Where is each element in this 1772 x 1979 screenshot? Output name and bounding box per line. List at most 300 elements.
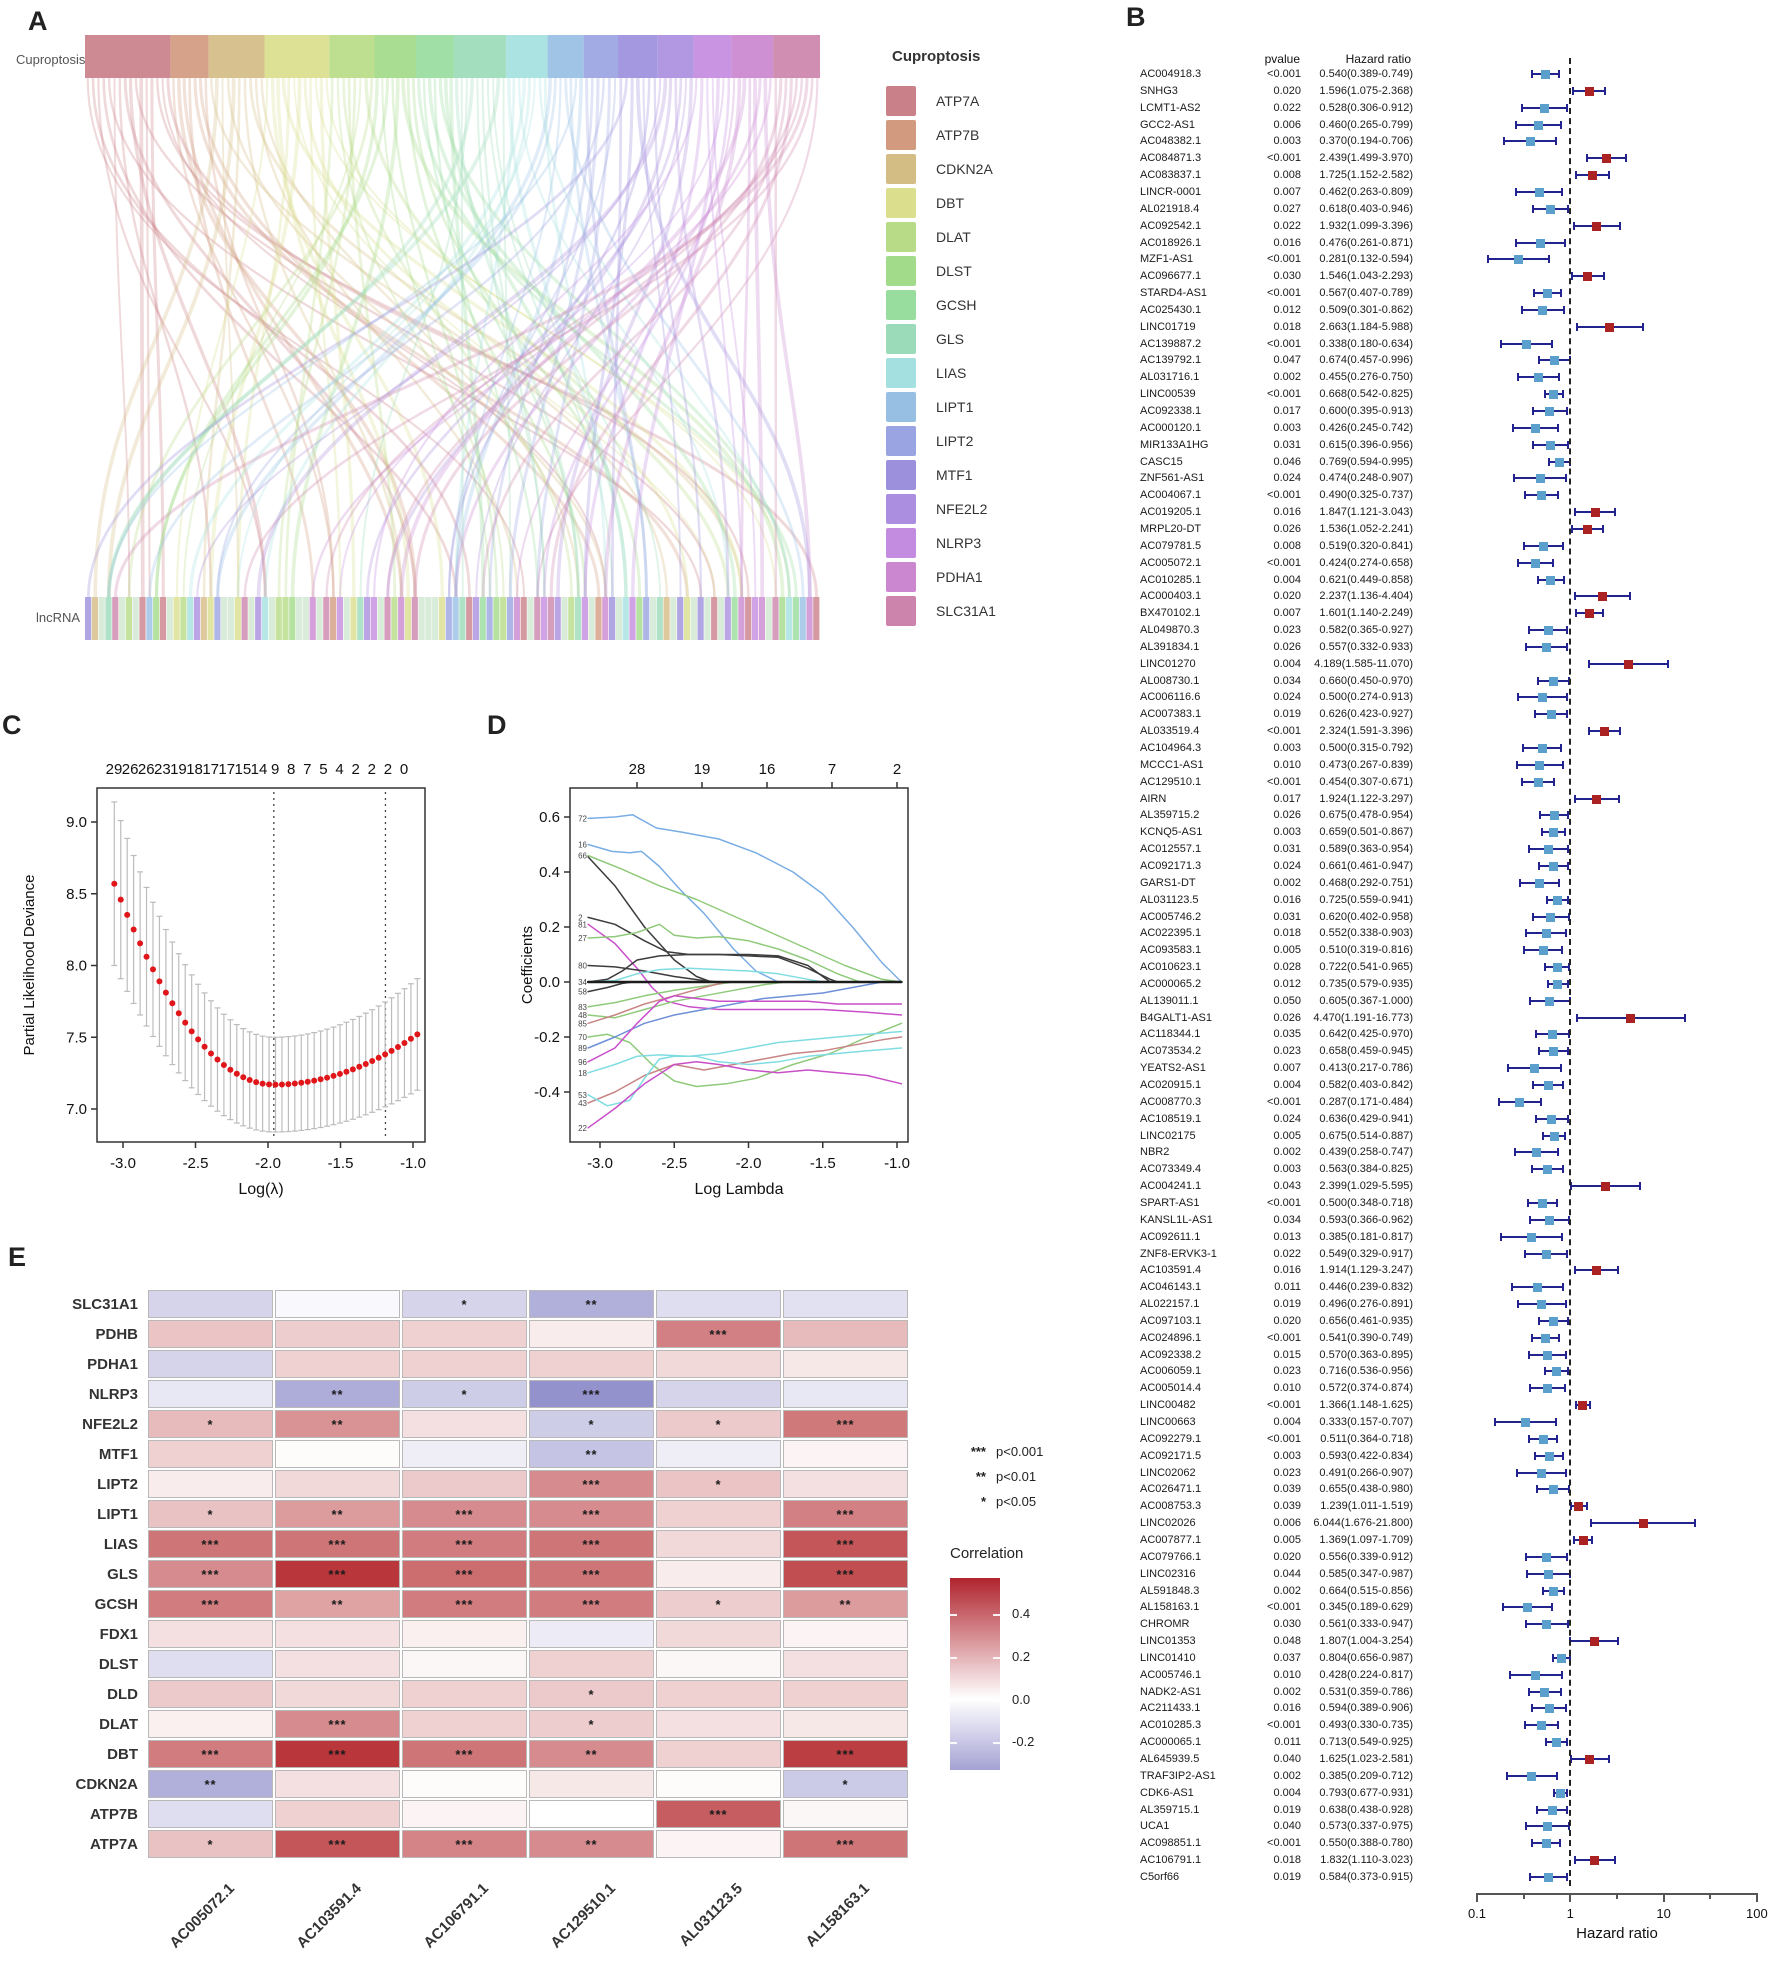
legend-item-LIAS [886,358,1036,388]
heatmap-cell-stars: *** [836,1507,855,1522]
deviance-top-count: 23 [153,761,171,778]
heatmap-cell-stars: * [588,1717,595,1732]
heatmap-cell [529,1380,654,1408]
forest-row [1135,1852,1772,1869]
forest-gene-name: LINCR-0001 [1140,185,1202,198]
heatmap-cell [783,1620,908,1648]
heatmap-cell [148,1710,273,1738]
ci-cap-high [1563,576,1565,584]
ci-cap-low [1546,896,1548,904]
forest-plot [1135,0,1772,1979]
forest-gene-name: AC000403.1 [1140,590,1202,603]
forest-hr-ci: 0.735(0.579-0.935) [1319,977,1413,990]
legend-label-GCSH: GCSH [936,297,977,313]
forest-plot-strip [1435,1279,1772,1296]
deviance-x-tick-label: -1.5 [327,1155,354,1172]
ci-cap-low [1537,576,1539,584]
sankey-bottom-node [534,597,540,640]
forest-row [1135,1835,1772,1852]
forest-hr-ci: 0.582(0.365-0.927) [1319,624,1413,637]
sankey-bottom-node [493,597,499,640]
forest-pvalue: <0.001 [1267,337,1301,350]
ci-cap-low [1588,727,1590,735]
ci-cap-high [1619,727,1621,735]
forest-gene-name: AC006116.6 [1140,691,1201,704]
deviance-point [266,1081,272,1087]
heatmap-cell [783,1800,908,1828]
coef-path-2 [588,917,838,982]
ci-cap-low [1515,188,1517,196]
forest-row [1135,268,1772,285]
sankey-bottom-node [623,597,629,640]
forest-hr-ci: 0.615(0.396-0.956) [1319,438,1413,451]
hr-point [1537,1300,1546,1309]
ci-cap-low [1515,239,1517,247]
heatmap-row-label-FDX1: FDX1 [99,1626,138,1643]
heatmap-cell [402,1680,527,1708]
ci-cap-low [1511,1283,1513,1291]
heatmap-cell-stars: ** [585,1447,598,1462]
heatmap-cell [148,1620,273,1648]
legend-swatch-ATP7A [886,86,916,116]
deviance-point [202,1044,208,1050]
legend-swatch-NFE2L2 [886,494,916,524]
hr-point [1540,104,1549,113]
sankey-bottom-node [248,597,254,640]
forest-hr-ci: 0.370(0.194-0.706) [1319,135,1413,148]
forest-plot-strip [1435,1852,1772,1869]
cuproptosis-lncrna-sankey [85,35,820,643]
heatmap-row-label-ATP7A: ATP7A [89,1836,138,1853]
forest-gene-name: B4GALT1-AS1 [1140,1011,1212,1024]
ci-cap-high [1617,1637,1619,1645]
legend-item-DBT [886,188,1036,218]
legend-item-GCSH [886,290,1036,320]
forest-hr-ci: 0.593(0.422-0.834) [1319,1449,1413,1462]
deviance-point [150,966,156,972]
forest-row [1135,1599,1772,1616]
ci-cap-high [1566,693,1568,701]
forest-hr-ci: 1.596(1.075-2.368) [1319,84,1413,97]
ci-cap-high [1557,491,1559,499]
forest-pvalue: 0.007 [1273,607,1301,620]
ci-cap-high [1562,390,1564,398]
forest-pvalue: 0.037 [1273,1651,1301,1664]
forest-row [1135,858,1772,875]
ci-cap-high [1566,1553,1568,1561]
forest-pvalue: 0.024 [1273,691,1301,704]
forest-gene-name: AC005746.1 [1140,1668,1202,1681]
forest-plot-strip [1435,1835,1772,1852]
forest-hr-ci: 0.550(0.388-0.780) [1319,1837,1413,1850]
coef-path-label: 85 [578,1019,588,1029]
forest-gene-name: AL021918.4 [1140,202,1200,215]
ci-cap-low [1506,1772,1508,1780]
heatmap-cell [656,1350,781,1378]
forest-hr-ci: 0.428(0.224-0.817) [1319,1668,1413,1681]
forest-gene-name: BX470102.1 [1140,607,1201,620]
ci-cap-low [1542,1132,1544,1140]
heatmap-cell [402,1560,527,1588]
forest-hr-ci: 0.549(0.329-0.917) [1319,1247,1413,1260]
forest-plot-strip [1435,369,1772,386]
ci-cap-high [1591,1536,1593,1544]
hr-point [1535,761,1544,770]
coef-path-label: 18 [578,1068,588,1078]
paths-x-tick-label: -2.0 [735,1155,762,1172]
coef-path-label: 2 [578,913,583,923]
forest-pvalue: 0.010 [1273,758,1301,771]
forest-gene-name: AC004067.1 [1140,489,1202,502]
heatmap-cell [275,1350,400,1378]
ci-cap-low [1575,609,1577,617]
heatmap-cell-stars: * [461,1297,468,1312]
forest-pvalue: 0.023 [1273,1365,1301,1378]
sankey-bottom-node [677,597,683,640]
ci-cap-low [1548,458,1550,466]
heatmap-cell [529,1440,654,1468]
forest-plot-strip [1435,167,1772,184]
sankey-bottom-node [323,597,329,640]
forest-pvalue: <0.001 [1267,1719,1301,1732]
heatmap-cell-stars: ** [331,1597,344,1612]
legend-label-MTF1: MTF1 [936,467,973,483]
forest-row [1135,1751,1772,1768]
deviance-point [272,1082,278,1088]
forest-hr-ci: 0.385(0.209-0.712) [1319,1769,1413,1782]
forest-plot-strip [1435,454,1772,471]
heatmap-cell [148,1740,273,1768]
heatmap-cell-stars: ** [204,1777,217,1792]
heatmap-cell [656,1830,781,1858]
deviance-top-count: 15 [234,761,252,778]
sankey-bottom-node [364,597,370,640]
coef-path-label: 16 [578,840,588,850]
deviance-y-tick-label: 8.5 [66,885,87,903]
forest-gene-name: LINC02316 [1140,1567,1196,1580]
sankey-bottom-node [575,597,581,640]
forest-pvalue: 0.016 [1273,1264,1301,1277]
sankey-bottom-node [507,597,513,640]
ci-cap-low [1532,441,1534,449]
legend-swatch-LIPT1 [886,392,916,422]
heatmap-cell [529,1770,654,1798]
deviance-point [195,1036,201,1042]
forest-plot-strip [1435,1026,1772,1043]
ci-cap-low [1588,660,1590,668]
ci-cap-high [1642,323,1644,331]
ci-cap-low [1573,1536,1575,1544]
sankey-top-node-GLS [454,35,506,78]
forest-row [1135,1869,1772,1886]
forest-pvalue: 0.003 [1273,1449,1301,1462]
forest-gene-name: AC005014.4 [1140,1382,1202,1395]
heatmap-cell [529,1590,654,1618]
hr-point [1546,441,1555,450]
forest-gene-name: KCNQ5-AS1 [1140,826,1203,839]
forest-row [1135,1380,1772,1397]
sig-stars: ** [975,1469,986,1484]
ci-cap-high [1565,474,1567,482]
forest-gene-name: AC083837.1 [1140,169,1202,182]
heatmap-cell-stars: *** [582,1477,601,1492]
sankey-bottom-node [725,597,731,640]
legend-label-LIAS: LIAS [936,365,967,381]
sankey-top-node-label: Cuproptosis [16,52,86,67]
forest-hr-ci: 0.570(0.363-0.895) [1319,1348,1413,1361]
ci-cap-high [1560,121,1562,129]
forest-pvalue: 0.026 [1273,522,1301,535]
forest-gene-name: AC012557.1 [1140,843,1202,856]
forest-row [1135,319,1772,336]
heatmap-cell-stars: *** [582,1537,601,1552]
forest-hr-ci: 0.446(0.239-0.832) [1319,1281,1413,1294]
heatmap-cell-stars: *** [836,1537,855,1552]
forest-plot-strip [1435,656,1772,673]
heatmap-cell [783,1830,908,1858]
hr-point [1537,491,1546,500]
forest-gene-name: LINC00482 [1140,1399,1196,1412]
colorbar-tick-mark [950,1657,957,1659]
heatmap-cell [402,1440,527,1468]
ci-cap-low [1525,1553,1527,1561]
forest-hr-ci: 0.716(0.536-0.956) [1319,1365,1413,1378]
ci-cap-low [1574,508,1576,516]
forest-plot-strip [1435,1296,1772,1313]
forest-hr-ci: 1.369(1.097-1.709) [1319,1533,1413,1546]
heatmap-cell-stars: *** [709,1807,728,1822]
sankey-bottom-node [296,597,302,640]
sankey-bottom-node [337,597,343,640]
ci-cap-low [1502,1603,1504,1611]
forest-gene-name: AC005072.1 [1140,556,1202,569]
sankey-bottom-node [310,597,316,640]
forest-hr-ci: 0.659(0.501-0.867) [1319,826,1413,839]
ci-cap-low [1523,946,1525,954]
forest-hr-ci: 0.541(0.390-0.749) [1319,1331,1413,1344]
heatmap-cell [783,1650,908,1678]
sig-stars: *** [970,1444,986,1459]
ci-cap-high [1564,1132,1566,1140]
hr-point [1585,609,1594,618]
forest-gene-name: UCA1 [1140,1820,1170,1833]
ci-cap-low [1514,1148,1516,1156]
forest-row [1135,1128,1772,1145]
forest-row [1135,588,1772,605]
forest-gene-name: ZNF8-ERVK3-1 [1140,1247,1217,1260]
ci-cap-low [1528,845,1530,853]
heatmap-cell [402,1770,527,1798]
forest-row [1135,824,1772,841]
forest-pvalue: <0.001 [1267,1601,1301,1614]
sankey-bottom-node [527,597,533,640]
deviance-point [240,1074,246,1080]
forest-gene-name: MIR133A1HG [1140,438,1209,451]
deviance-point [298,1080,304,1086]
heatmap-cell [529,1530,654,1558]
heatmap-cell [402,1380,527,1408]
ci-cap-low [1528,1688,1530,1696]
sankey-bottom-node [609,597,615,640]
forest-hr-ci: 4.189(1.585-11.070) [1314,657,1413,670]
legend-item-ATP7A [886,86,1036,116]
heatmap-cell-stars: ** [585,1837,598,1852]
deviance-point [382,1051,388,1057]
heatmap-col-label-AL031123.5: AL031123.5 [676,1880,747,1950]
heatmap-cell [656,1500,781,1528]
heatmap-cell-stars: *** [709,1327,728,1342]
forest-gene-name: SNHG3 [1140,84,1178,97]
forest-axis-minor-tick [1523,1893,1525,1899]
sankey-top-node-LIPT1 [548,35,584,78]
sankey-bottom-node [316,597,322,640]
forest-pvalue: 0.031 [1273,843,1301,856]
coef-path-label: 80 [578,961,588,971]
forest-hr-ci: 4.470(1.191-16.773) [1313,1011,1413,1024]
legend-item-DLST [886,256,1036,286]
ci-cap-high [1552,559,1554,567]
colorbar-tick-mark [950,1700,957,1702]
forest-row [1135,656,1772,673]
forest-row [1135,235,1772,252]
forest-pvalue: 0.004 [1273,1416,1301,1428]
forest-row [1135,1195,1772,1212]
forest-pvalue: <0.001 [1267,253,1301,266]
forest-plot-strip [1435,1465,1772,1482]
hr-point [1583,272,1592,281]
forest-hr-ci: 1.932(1.099-3.396) [1319,219,1413,232]
ci-cap-low [1527,1199,1529,1207]
deviance-point [227,1067,233,1073]
forest-hr-ci: 0.413(0.217-0.786) [1319,1062,1413,1075]
heatmap-cell-stars: ** [585,1297,598,1312]
deviance-point [137,940,143,946]
heatmap-cell [275,1710,400,1738]
hr-point [1535,879,1544,888]
sankey-bottom-node [344,597,350,640]
forest-gene-name: AC005746.2 [1140,910,1202,923]
hr-point [1552,1367,1561,1376]
forest-gene-name: AL031123.5 [1140,893,1199,906]
coef-path-89 [588,982,882,1048]
heatmap-row-label-DLD: DLD [107,1686,138,1703]
forest-plot-strip [1435,268,1772,285]
forest-pvalue: 0.006 [1273,118,1301,131]
heatmap-cell-stars: * [207,1417,214,1432]
forest-hr-ci: 0.473(0.267-0.839) [1319,758,1413,771]
sankey-bottom-node [187,597,193,640]
forest-row [1135,1094,1772,1111]
forest-row [1135,909,1772,926]
hr-point [1600,727,1609,736]
deviance-point [182,1020,188,1026]
forest-hr-ci: 1.924(1.122-3.297) [1319,792,1413,805]
ci-cap-high [1694,1519,1696,1527]
forest-row [1135,538,1772,555]
forest-pvalue: 0.016 [1273,1702,1301,1715]
heatmap-cell-stars: *** [455,1597,474,1612]
heatmap-cell-stars: *** [201,1537,220,1552]
forest-gene-name: AL391834.1 [1140,640,1200,653]
forest-plot-strip [1435,117,1772,134]
heatmap-cell [275,1770,400,1798]
hr-point [1542,1553,1551,1562]
deviance-top-count: 9 [270,761,280,778]
hr-point [1539,542,1548,551]
hr-point [1553,963,1562,972]
ci-cap-high [1604,87,1606,95]
forest-gene-name: MCCC1-AS1 [1140,758,1204,771]
heatmap-cell [656,1470,781,1498]
colorbar-tick-mark [993,1614,1000,1616]
paths-x-tick-label: -2.5 [661,1155,688,1172]
deviance-point [214,1057,220,1063]
ci-cap-high [1558,879,1560,887]
hr-point [1555,458,1564,467]
forest-plot-strip [1435,841,1772,858]
deviance-point [208,1050,214,1056]
sankey-bottom-node [357,597,363,640]
forest-plot-strip [1435,403,1772,420]
forest-hr-ci: 0.439(0.258-0.747) [1319,1146,1413,1159]
ci-cap-high [1629,592,1631,600]
hr-point [1531,424,1540,433]
hr-point [1549,1587,1558,1596]
paths-y-tick-label: 0.2 [539,919,560,936]
forest-hr-ci: 0.496(0.276-0.891) [1319,1298,1413,1311]
forest-gene-name: AC020915.1 [1140,1079,1202,1091]
colorbar-tick-mark [993,1742,1000,1744]
heatmap-cell [656,1800,781,1828]
hr-point [1542,1839,1551,1848]
forest-plot-strip [1435,1869,1772,1886]
heatmap-cell [529,1830,654,1858]
heatmap-cell [783,1320,908,1348]
hr-point [1590,1637,1599,1646]
forest-plot-strip [1435,1785,1772,1802]
forest-plot-strip [1435,673,1772,690]
colorbar-tick-mark [993,1700,1000,1702]
forest-pvalue: 0.022 [1273,101,1301,114]
forest-row [1135,437,1772,454]
forest-plot-strip [1435,1700,1772,1717]
forest-pvalue: 0.010 [1273,1668,1301,1681]
forest-gene-name: TRAF3IP2-AS1 [1140,1769,1216,1782]
hr-point [1550,356,1559,365]
legend-label-CDKN2A: CDKN2A [936,161,993,177]
panel-a-label: A [28,6,48,36]
ci-cap-low [1513,474,1515,482]
hr-point [1521,1418,1530,1427]
sankey-bottom-node [698,597,704,640]
heatmap-cell [275,1380,400,1408]
deviance-point [118,897,124,903]
forest-pvalue: 0.005 [1273,1129,1301,1142]
forest-row [1135,774,1772,791]
forest-row [1135,369,1772,386]
ci-cap-low [1524,491,1526,499]
heatmap-cell-stars: *** [582,1387,601,1402]
forest-row [1135,605,1772,622]
forest-gene-name: AC079781.5 [1140,539,1202,552]
forest-plot-strip [1435,352,1772,369]
legend-swatch-CDKN2A [886,154,916,184]
sankey-bottom-node [289,597,295,640]
forest-hr-ci: 0.509(0.301-0.862) [1319,303,1413,316]
forest-plot-strip [1435,1802,1772,1819]
legend-swatch-ATP7B [886,120,916,150]
heatmap-cell [783,1410,908,1438]
